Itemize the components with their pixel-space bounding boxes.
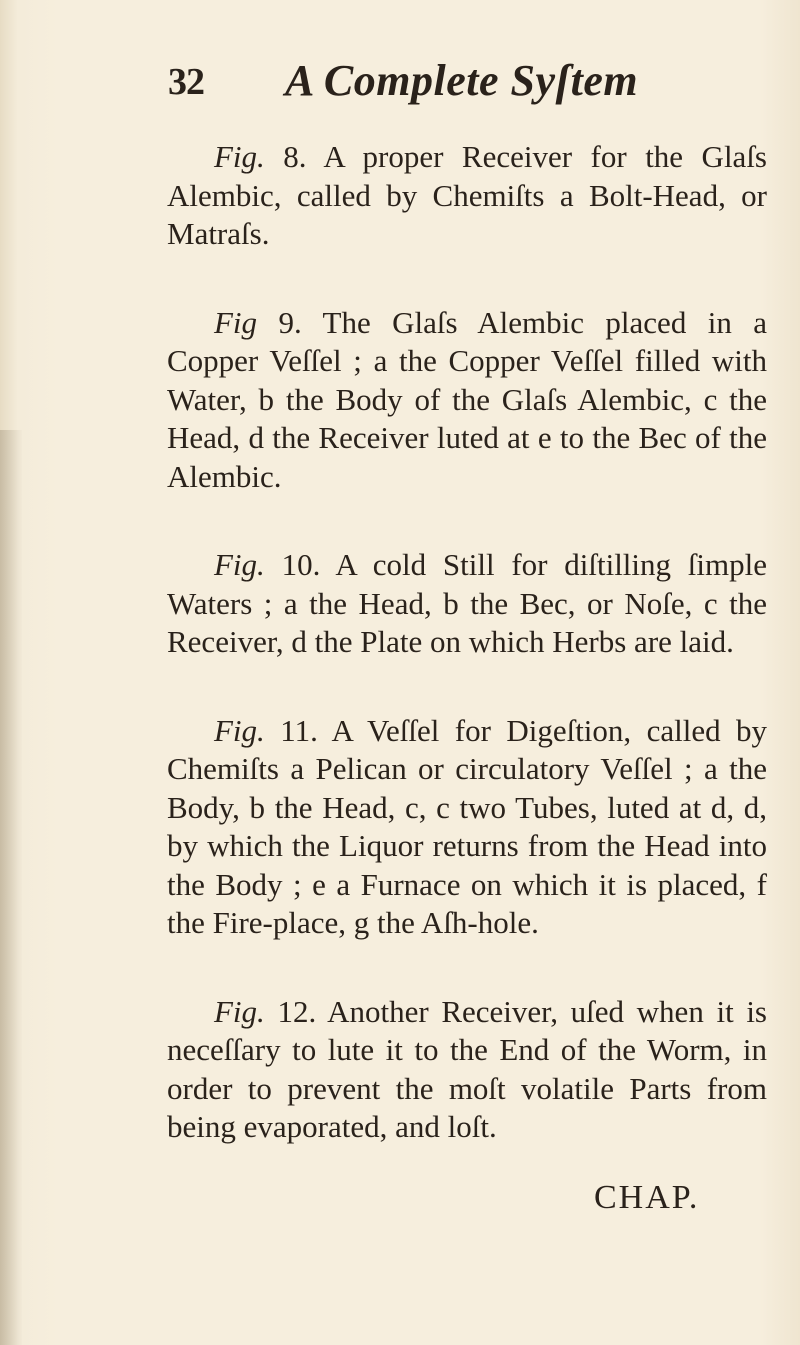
body-text	[167, 138, 767, 1147]
figure-text: 11. A Veſſel for Digeſtion, called by Chemiſts a Pelican or circulatory Veſſel ; a the Body, b the Head, c, c two Tubes, luted at d, d, by which the Liquor returns from the Head into the Body ; e a Furnace on which it is placed, f the Fire-place, g the Aſh-hole.	[167, 712, 767, 940]
figure-12-description	[167, 993, 767, 1147]
catchword: CHAP.	[594, 1179, 700, 1216]
figure-text: 9. The Glaſs Alembic placed in a Copper Veſſel ; a the Copper Veſſel filled with Water, b the Body of the Glaſs Alembic, c the Head, d the Receiver luted at e to the Bec of the Alembic.	[167, 304, 767, 494]
figure-label: Fig	[214, 304, 258, 340]
page-header	[168, 56, 728, 110]
figure-label: Fig.	[214, 547, 265, 582]
figure-text: 12. Another Receiver, uſed when it is neceſſary to lute it to the End of the Worm, in order to prevent the moſt volatile Parts from being evaporated, and loſt.	[167, 993, 767, 1144]
figure-10-description	[167, 546, 767, 662]
figure-label: Fig.	[214, 712, 265, 748]
figure-9-description	[167, 304, 767, 497]
figure-11-description	[167, 712, 767, 943]
figure-text: 10. A cold Still for diſtilling ſimple Waters ; a the Head, b the Bec, or Noſe, c the Receiver, d the Plate on which Herbs are laid.	[167, 547, 767, 659]
figure-label: Fig.	[214, 993, 265, 1029]
figure-8-description	[167, 138, 767, 254]
running-title: A Complete Syſtem	[285, 56, 639, 105]
page-number: 32	[168, 61, 204, 103]
figure-text: 8. A proper Receiver for the Glaſs Alembic, called by Chemiſts a Bolt-Head, or Matraſs.	[167, 139, 767, 251]
figure-label: Fig.	[214, 139, 265, 174]
binding-gutter-shadow	[0, 430, 22, 1345]
